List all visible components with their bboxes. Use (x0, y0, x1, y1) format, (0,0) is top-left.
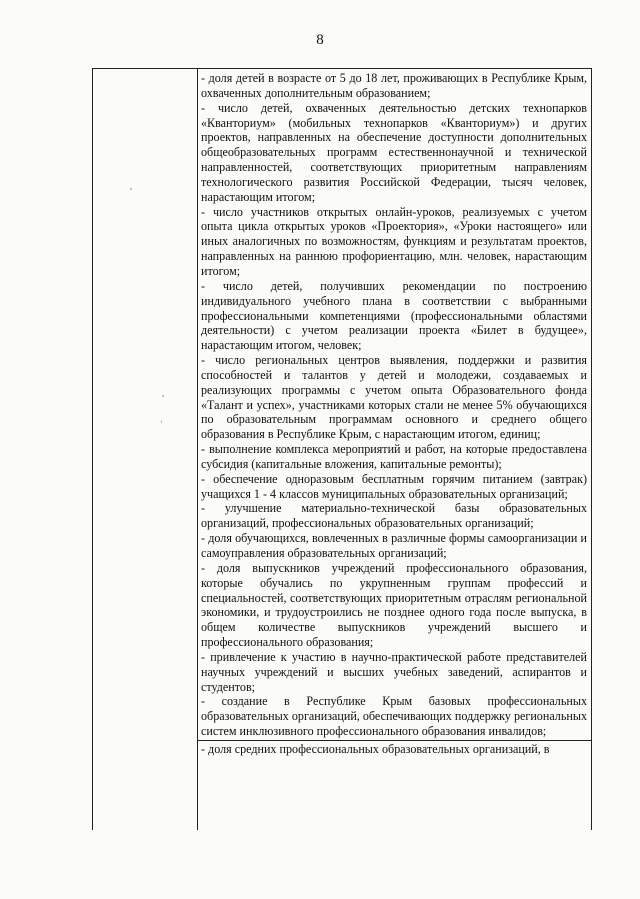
page-number: 8 (316, 32, 324, 48)
indicator-item: - число участников открытых онлайн-уроков, реализуемых с учетом опыта цикла открытых уроков «Проектория», «Уроки настоящего» или иных аналогичных по возможностям, функциям и результатам проектов, направленных на раннюю профориентацию, млн. человек, нарастающим итогом; (201, 204, 587, 278)
scan-speck (162, 395, 164, 397)
indicator-item: - число региональных центров выявления, поддержки и развития способностей и талантов у детей и молодежи, создаваемых и реализующих программы с учетом опыта Образовательного фонда «Талант и успех», участниками которых стали не менее 5% обучающихся по образовательным программам основного и среднего общего образования в Республике Крым, с нарастающим итогом, единиц; (201, 353, 587, 442)
indicator-item: - доля обучающихся, вовлеченных в различные формы самоорганизации и самоуправления образовательных организаций; (201, 531, 587, 560)
indicator-item: - создание в Республике Крым базовых профессиональных образовательных организаций, обеспечивающих поддержку региональных систем инклюзивного профессионального образования инвалидов; (201, 694, 587, 739)
indicator-item: - улучшение материально-технической базы образовательных организаций, профессиональных образовательных организаций; (201, 501, 587, 531)
indicator-item: - доля детей в возрасте от 5 до 18 лет, проживающих в Республике Крым, охваченных дополнительным образованием; (201, 71, 587, 100)
indicator-item: - число детей, получивших рекомендации по построению индивидуального учебного плана в соответствии с выбранными профессиональными компетенциями (профессиональными областями деятельности) с учетом реализации проекта «Билет в будущее», нарастающим итогом, человек; (201, 278, 587, 353)
scan-speck (130, 188, 132, 190)
indicator-item: - привлечение к участию в научно-практической работе представителей научных учреждений и высших учебных заведений, аспирантов и студентов; (201, 649, 587, 694)
row-divider (197, 740, 591, 741)
indicator-item: - доля выпускников учреждений профессионального образования, которые обучались по укрупненным группам профессий и специальностей, соответствующих приоритетным отраслям региональной экономики, и трудоустроились не позднее одного года после выпуска, в общем количестве выпускников учреждений высшего и профессионального образования; (201, 560, 587, 650)
scan-speck (161, 420, 162, 423)
indicator-item: - обеспечение одноразовым бесплатным горячим питанием (завтрак) учащихся 1 - 4 классов муниципальных образовательных организаций; (201, 471, 587, 501)
table-column-divider (197, 68, 198, 830)
indicator-item: - число детей, охваченных деятельностью детских технопарков «Кванториум» (мобильных технопарков «Кванториум») и других проектов, направленных на обеспечение доступности дополнительных общеобразовательных программ естественнонаучной и технической направленностей, соответствующих приоритетным направлениям технологического развития Российской Федерации, тысяч человек, нарастающим итогом; (201, 100, 587, 204)
indicators-cell (201, 71, 587, 757)
indicator-item: - выполнение комплекса мероприятий и работ, на которые предоставлена субсидия (капитальные вложения, капитальные ремонты); (201, 442, 587, 471)
indicator-item: - доля средних профессиональных образовательных организаций, в (201, 741, 550, 756)
